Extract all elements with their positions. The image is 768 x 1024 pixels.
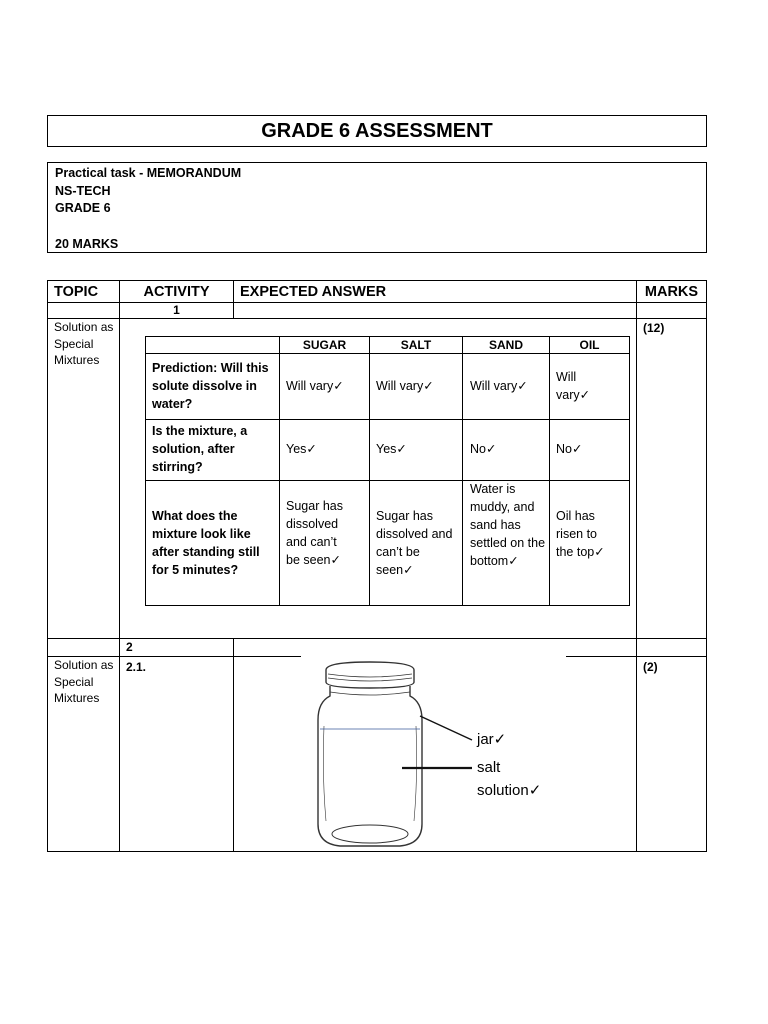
jar-illustration	[300, 656, 565, 851]
label-solution: solution ✓	[477, 779, 567, 802]
inner-table-rule	[369, 336, 370, 606]
activity-number: 2	[126, 640, 133, 654]
topic-text: Solution as Special Mixtures	[54, 320, 114, 367]
answer-cell: No ✓	[556, 440, 628, 458]
table-rule	[47, 318, 707, 319]
answer-cell: Will vary ✓	[376, 377, 462, 395]
table-border	[706, 280, 707, 852]
inner-table-border	[629, 336, 630, 606]
answer-cell: No ✓	[470, 440, 548, 458]
marks-value: (12)	[643, 321, 665, 335]
table-border	[47, 851, 707, 852]
table-rule	[636, 280, 637, 852]
topic-text: Solution as Special Mixtures	[54, 658, 114, 705]
task-info-line: Practical task - MEMORANDUM	[55, 166, 242, 180]
answer-cell: Yes ✓	[376, 440, 462, 458]
sub-question-number: 2.1.	[126, 660, 147, 674]
table-rule	[233, 280, 234, 319]
task-info	[47, 162, 707, 253]
inner-table-rule	[279, 336, 280, 606]
answer-cell: Yes ✓	[286, 440, 368, 458]
answer-cell: Water is muddy, and sand has settled on the bottom ✓	[470, 480, 548, 570]
answer-cell: Sugar has dissolved and can’t be seen ✓	[286, 497, 354, 569]
inner-table-rule	[462, 336, 463, 606]
answer-cell: Will vary ✓	[286, 377, 368, 395]
header-topic: TOPIC	[54, 284, 99, 300]
table-border	[47, 280, 707, 281]
question-solution: Is the mixture, a solution, after stirring?	[152, 424, 248, 474]
inner-table-rule	[145, 353, 630, 354]
header-expected-answer: EXPECTED ANSWER	[240, 284, 387, 300]
marks-value: (2)	[643, 660, 658, 674]
header-activity: ACTIVITY	[143, 284, 210, 300]
inner-table-rule	[145, 419, 630, 420]
table-rule	[119, 280, 120, 852]
header-marks: MARKS	[644, 284, 699, 300]
task-info-line: NS-TECH	[55, 183, 111, 198]
answer-cell: Oil has risen to the top ✓	[556, 507, 616, 561]
column-sugar: SUGAR	[302, 338, 347, 352]
answer-cell: Will vary ✓	[470, 377, 548, 395]
activity-number: 1	[173, 303, 180, 317]
inner-table-border	[145, 336, 146, 606]
inner-table-border	[145, 605, 630, 606]
task-info-line: 20 MARKS	[55, 236, 119, 251]
page-title: GRADE 6 ASSESSMENT	[47, 115, 707, 147]
column-salt: SALT	[400, 338, 432, 352]
question-prediction: Prediction: Will this solute dissolve in water?	[152, 361, 269, 411]
question-appearance: What does the mixture look like after standing still for 5 minutes?	[152, 509, 260, 577]
inner-table-rule	[549, 336, 550, 606]
label-salt: salt	[477, 759, 501, 776]
column-oil: OIL	[579, 338, 600, 352]
inner-table-rule	[145, 480, 630, 481]
task-info-line: GRADE 6	[55, 201, 111, 216]
answer-cell: Will vary ✓	[556, 368, 596, 404]
label-jar: jar ✓	[477, 728, 557, 751]
task-info-line	[55, 218, 699, 236]
table-rule	[233, 638, 234, 852]
table-border	[47, 280, 48, 852]
answer-cell: Sugar has dissolved and can’t be seen ✓	[376, 507, 460, 579]
column-sand: SAND	[488, 338, 523, 352]
